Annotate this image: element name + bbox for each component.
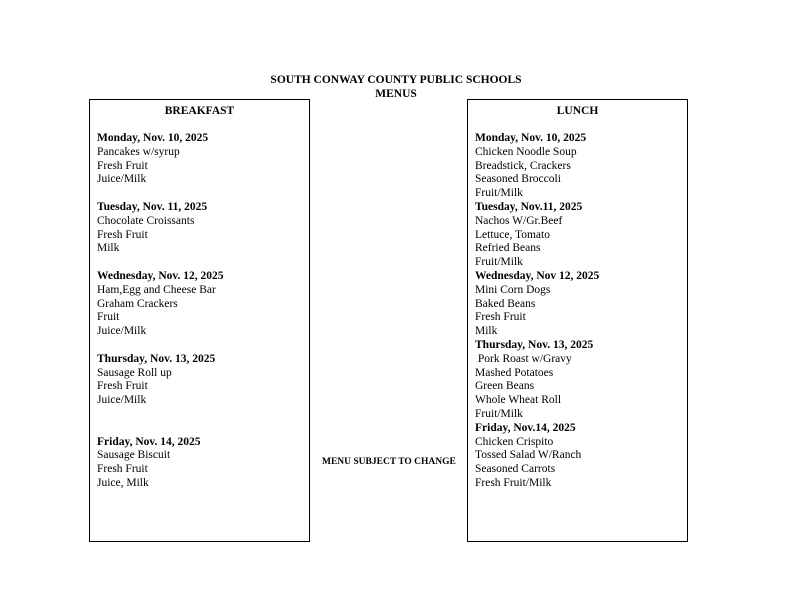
menu-change-note: MENU SUBJECT TO CHANGE <box>322 457 456 467</box>
breakfast-item: Juice, Milk <box>97 476 149 489</box>
breakfast-item: Fresh Fruit <box>97 463 148 476</box>
lunch-menu-box <box>467 99 688 542</box>
breakfast-item: Pancakes w/syrup <box>97 145 180 158</box>
breakfast-item: Milk <box>97 242 120 255</box>
breakfast-item: Fresh Fruit <box>97 159 148 172</box>
lunch-item: Breadstick, Crackers <box>475 159 571 172</box>
title-line-1: SOUTH CONWAY COUNTY PUBLIC SCHOOLS <box>270 74 522 86</box>
breakfast-heading: BREAKFAST <box>164 105 235 117</box>
lunch-day-monday: Monday, Nov. 10, 2025 <box>475 132 587 144</box>
lunch-day-tuesday: Tuesday, Nov.11, 2025 <box>475 200 583 213</box>
breakfast-menu-box <box>89 99 310 542</box>
title-line-2: MENUS <box>375 88 417 100</box>
lunch-day-friday: Friday, Nov.14, 2025 <box>475 421 576 434</box>
breakfast-day-tuesday: Tuesday, Nov. 11, 2025 <box>97 200 208 213</box>
lunch-item: Chicken Crispito <box>475 435 554 448</box>
lunch-item: Fruit/Milk <box>475 407 523 420</box>
breakfast-day-thursday: Thursday, Nov. 13, 2025 <box>97 352 216 365</box>
lunch-item: Lettuce, Tomato <box>475 228 550 241</box>
lunch-item: Fresh Fruit <box>475 311 526 324</box>
breakfast-item: Chocolate Croissants <box>97 214 195 227</box>
lunch-item: Mini Corn Dogs <box>475 283 551 296</box>
breakfast-item: Fresh Fruit <box>97 228 148 241</box>
lunch-item: Fruit/Milk <box>475 187 523 200</box>
lunch-item: Whole Wheat Roll <box>475 394 562 407</box>
lunch-item: Green Beans <box>475 380 535 393</box>
breakfast-item: Sausage Biscuit <box>97 449 171 462</box>
lunch-item: Fresh Fruit/Milk <box>475 476 552 489</box>
lunch-item: Mashed Potatoes <box>475 366 554 379</box>
breakfast-item: Graham Crackers <box>97 297 178 310</box>
page-title <box>0 73 792 101</box>
breakfast-item: Sausage Roll up <box>97 366 172 379</box>
lunch-item: Fruit/Milk <box>475 256 523 269</box>
breakfast-item: Ham,Egg and Cheese Bar <box>97 283 216 296</box>
lunch-item: Refried Beans <box>475 242 541 255</box>
lunch-column <box>475 132 683 491</box>
lunch-item: Pork Roast w/Gravy <box>475 352 572 365</box>
breakfast-item: Juice/Milk <box>97 173 147 186</box>
breakfast-item: Juice/Milk <box>97 394 147 407</box>
lunch-item: Nachos W/Gr.Beef <box>475 214 563 227</box>
lunch-item: Seasoned Broccoli <box>475 173 561 186</box>
lunch-item: Milk <box>475 325 498 338</box>
breakfast-item: Fresh Fruit <box>97 380 148 393</box>
lunch-day-thursday: Thursday, Nov. 13, 2025 <box>475 338 594 351</box>
lunch-item: Seasoned Carrots <box>475 463 556 476</box>
lunch-heading: LUNCH <box>556 105 599 117</box>
lunch-item: Tossed Salad W/Ranch <box>475 449 582 462</box>
breakfast-day-friday: Friday, Nov. 14, 2025 <box>97 435 201 448</box>
breakfast-item: Juice/Milk <box>97 325 147 338</box>
breakfast-item: Fruit <box>97 311 120 324</box>
lunch-item: Baked Beans <box>475 297 536 310</box>
lunch-day-wednesday: Wednesday, Nov 12, 2025 <box>475 269 600 282</box>
lunch-item: Chicken Noodle Soup <box>475 145 577 158</box>
breakfast-column <box>97 132 305 491</box>
breakfast-day-wednesday: Wednesday, Nov. 12, 2025 <box>97 269 224 282</box>
breakfast-day-monday: Monday, Nov. 10, 2025 <box>97 132 209 144</box>
